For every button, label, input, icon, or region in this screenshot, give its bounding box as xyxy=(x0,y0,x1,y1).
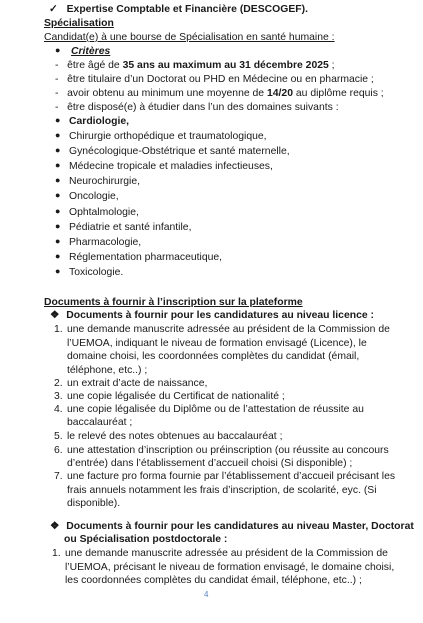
licence-item-line: domaine choisi, les coordonnées complètes du candidat (émail, xyxy=(67,351,360,362)
diamond-bullet-icon: ❖ xyxy=(50,310,60,321)
licence-item-line: une attestation d’inscription ou préinscription (ou réussite au concours xyxy=(67,445,389,456)
licence-item-number: 2. xyxy=(54,378,63,389)
documents-heading: Documents à fournir à l’inscription sur la plateforme xyxy=(44,297,303,308)
licence-item-number: 3. xyxy=(54,391,63,402)
licence-item-line: l’UEMOA, indiquant le niveau de formation envisagé (Licence), le xyxy=(67,338,367,349)
licence-item-line: baccalauréat ; xyxy=(67,417,133,428)
bullet-icon: ● xyxy=(55,130,61,140)
specialisation-heading: Spécialisation xyxy=(44,18,114,29)
master-heading: ❖ Documents à fournir pour les candidatures au niveau Master, Doctorat xyxy=(50,521,414,532)
domain-item: Cardiologie, xyxy=(69,116,130,127)
domain-item: Neurochirurgie, xyxy=(69,176,141,187)
bullet-icon: ● xyxy=(55,206,61,216)
criteres-label: Critères xyxy=(71,46,111,57)
domain-item: Pharmacologie, xyxy=(69,237,142,248)
domain-item: Médecine tropicale et maladies infectieuses, xyxy=(69,161,273,172)
criteria-item: - être âgé de 35 ans au maximum au 31 décembre 2025 ; xyxy=(55,60,335,71)
top-item xyxy=(49,3,308,16)
licence-item-number: 4. xyxy=(54,404,63,415)
criteria-item: - avoir obtenu au minimum une moyenne de 14/20 au diplôme requis ; xyxy=(55,88,384,99)
licence-item-number: 5. xyxy=(54,431,63,442)
page-number: 4 xyxy=(204,590,209,599)
licence-item-number: 7. xyxy=(54,471,63,482)
bullet-icon: ● xyxy=(55,266,61,276)
licence-heading: ❖ Documents à fournir pour les candidatures au niveau licence : xyxy=(50,310,374,321)
licence-item-line: le relevé des notes obtenues au baccalauréat ; xyxy=(67,431,283,442)
domain-item: Toxicologie. xyxy=(69,267,124,278)
bullet-icon: ● xyxy=(55,115,61,125)
master-heading-cont: ou Spécialisation postdoctorale : xyxy=(64,534,228,545)
bullet-icon: ● xyxy=(55,221,61,231)
licence-item-line: une copie légalisée du Certificat de nationalité ; xyxy=(67,391,285,402)
bullet-icon: ● xyxy=(55,251,61,261)
check-icon: ✓ xyxy=(49,4,58,15)
domain-item: Gynécologique-Obstétrique et santé maternelle, xyxy=(69,146,290,157)
bullet-icon: ● xyxy=(55,160,61,170)
domain-item: Oncologie, xyxy=(69,191,119,202)
domain-item: Pédiatrie et santé infantile, xyxy=(69,222,192,233)
domain-item: Réglementation pharmaceutique, xyxy=(69,252,223,263)
bullet-icon: ● xyxy=(55,45,61,55)
bullet-icon: ● xyxy=(55,145,61,155)
bullet-icon: ● xyxy=(55,236,61,246)
specialisation-intro: Candidat(e) à une bourse de Spécialisation en santé humaine : xyxy=(44,32,335,43)
master-item-line: les coordonnées complètes du candidat émail, téléphone, etc..) ; xyxy=(65,575,362,586)
licence-item-line: une facture pro forma fournie par l’établissement d’accueil précisant les xyxy=(67,471,396,482)
licence-item-line: disponible). xyxy=(67,498,121,509)
master-item-line: l’UEMOA, précisant le niveau de formation envisagé, le domaine choisi, xyxy=(65,562,395,573)
master-item-line: une demande manuscrite adressée au président de la Commission de xyxy=(65,548,388,559)
criteria-item: - être disposé(e) à étudier dans l’un des domaines suivants : xyxy=(55,102,339,113)
licence-item-line: d’entrée) dans l’établissement d’accueil choisi (Si disponible) ; xyxy=(67,458,353,469)
licence-item-line: téléphone, etc..) ; xyxy=(67,365,148,376)
bullet-icon: ● xyxy=(55,190,61,200)
bullet-icon: ● xyxy=(55,175,61,185)
top-item-text: Expertise Comptable et Financière (DESCOGEF). xyxy=(66,4,308,15)
diamond-bullet-icon: ❖ xyxy=(50,521,60,532)
licence-item-number: 1. xyxy=(54,324,63,335)
licence-item-number: 6. xyxy=(54,445,63,456)
licence-item-line: un extrait d’acte de naissance, xyxy=(67,378,208,389)
licence-item-line: une demande manuscrite adressée au président de la Commission de xyxy=(67,324,390,335)
domain-item: Ophtalmologie, xyxy=(69,207,139,218)
master-item-number: 1. xyxy=(52,548,61,559)
licence-item-line: une copie légalisée du Diplôme ou de l’attestation de réussite au xyxy=(67,404,364,415)
domain-item: Chirurgie orthopédique et traumatologique, xyxy=(69,131,267,142)
criteria-item: - être titulaire d’un Doctorat ou PHD en Médecine ou en pharmacie ; xyxy=(55,74,374,85)
licence-item-line: frais annuels notamment les frais d’inscription, de scolarité, eyc. (Si xyxy=(67,485,377,496)
